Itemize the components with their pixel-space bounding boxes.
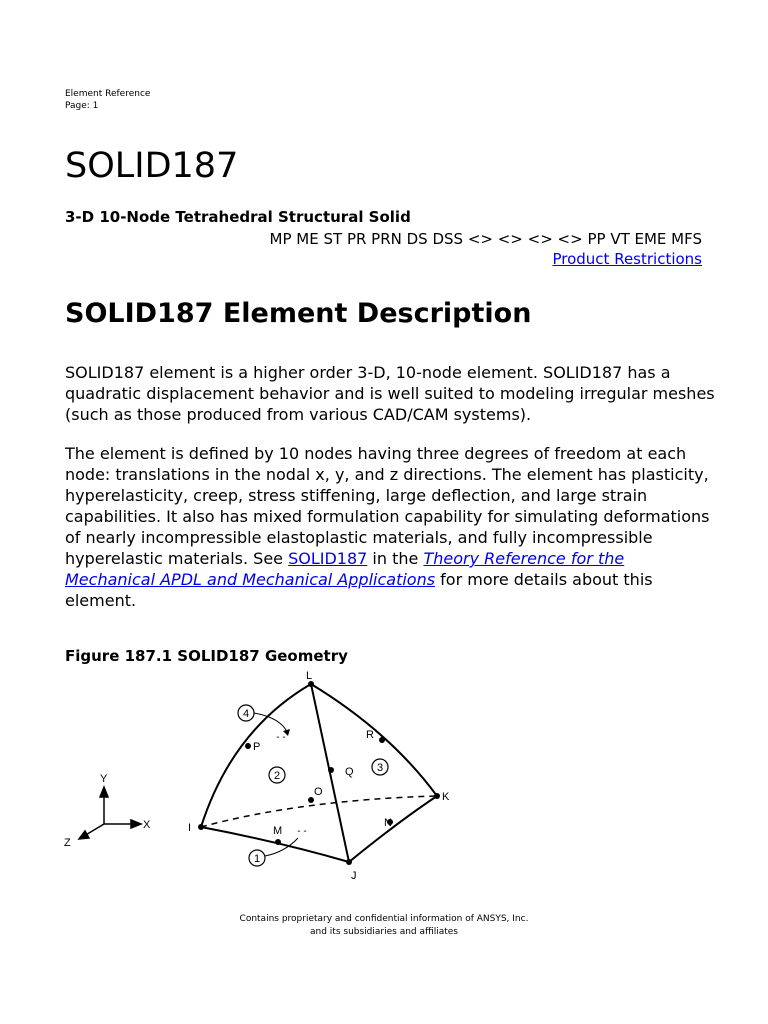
face-label-1: 1	[253, 853, 261, 865]
edge-J-K	[349, 796, 437, 862]
page-title: SOLID187	[65, 146, 239, 186]
edge-I-K-hidden	[201, 796, 437, 827]
node-label-I: I	[188, 822, 192, 834]
node-label-L: L	[306, 670, 313, 682]
face-label-3: 3	[376, 762, 384, 774]
doc-header	[65, 88, 150, 112]
axis-label-z: Z	[64, 837, 71, 849]
element-subtitle: 3-D 10-Node Tetrahedral Structural Solid	[65, 208, 411, 226]
solid187-link[interactable]: SOLID187	[288, 549, 368, 568]
node-label-P: P	[253, 741, 261, 753]
description-paragraph-1: SOLID187 element is a higher order 3-D, 10-node element. SOLID187 has a quadratic displacement behavior and is well suited to modeling irregular meshes (such as those produced from various CAD/CAM systems).	[65, 363, 715, 424]
product-restrictions-link[interactable]: Product Restrictions	[552, 250, 702, 268]
face-4-leader	[254, 713, 288, 734]
node-label-Q: Q	[345, 766, 354, 778]
solid187-geometry-figure	[0, 660, 768, 890]
edge-I-L	[201, 684, 311, 827]
node-I-dot	[198, 824, 204, 830]
node-J-dot	[346, 859, 352, 865]
face-label-2: 2	[273, 770, 281, 782]
face-label-4: 4	[242, 708, 250, 720]
section-heading: SOLID187 Element Description	[65, 298, 532, 329]
capability-codes: MP ME ST PR PRN DS DSS <> <> <> <> PP VT EME MFS	[269, 230, 702, 248]
x-axis-arrow	[131, 820, 141, 828]
theory-reference-link[interactable]: Theory Reference for the Mechanical APDL and Mechanical Applications	[65, 549, 625, 589]
footer-line-2: and its subsidiaries and affiliates	[310, 927, 458, 937]
node-K-dot	[434, 793, 440, 799]
node-label-K: K	[442, 791, 450, 803]
edge-L-J	[311, 684, 349, 862]
node-label-R: R	[366, 729, 374, 741]
node-label-O: O	[314, 786, 323, 798]
face-4-hidden-mark: ‑ ‑	[276, 732, 286, 743]
paragraph-text: The element is defined by 10 nodes having three degrees of freedom at each node: translations in the nodal x, y, and z directions. The element has plasticity, hyperelasticity, creep, stress stiffening, large deflection, and large strain capabilities. It also has mixed formulation capability for simulating deformations of nearly incompressible elastoplastic materials, and fully incompressible hyperelastic materials. See	[65, 444, 710, 568]
paragraph-text: for more details about this element.	[65, 570, 653, 610]
edge-L-K	[311, 684, 437, 796]
y-axis-arrow	[100, 787, 108, 797]
node-Q-dot	[328, 767, 334, 773]
z-axis-arrow	[79, 831, 89, 839]
face-1-hidden-mark: ‑ ‑	[297, 826, 307, 837]
node-label-N: N	[384, 817, 392, 829]
paragraph-text: in the	[367, 549, 424, 568]
node-label-M: M	[273, 825, 283, 837]
axis-label-x: X	[143, 819, 151, 831]
footer-line-1: Contains proprietary and confidential information of ANSYS, Inc.	[239, 914, 529, 924]
description-paragraph-2	[65, 443, 715, 611]
confidentiality-footer	[0, 913, 768, 939]
axis-label-y: Y	[100, 773, 108, 785]
node-M-dot	[275, 839, 281, 845]
node-R-dot	[379, 737, 385, 743]
node-P-dot	[245, 743, 251, 749]
header-page: Page: 1	[65, 101, 99, 111]
node-label-J: J	[351, 870, 357, 882]
header-line-1: Element Reference	[65, 89, 151, 99]
figure-caption: Figure 187.1 SOLID187 Geometry	[65, 647, 348, 665]
